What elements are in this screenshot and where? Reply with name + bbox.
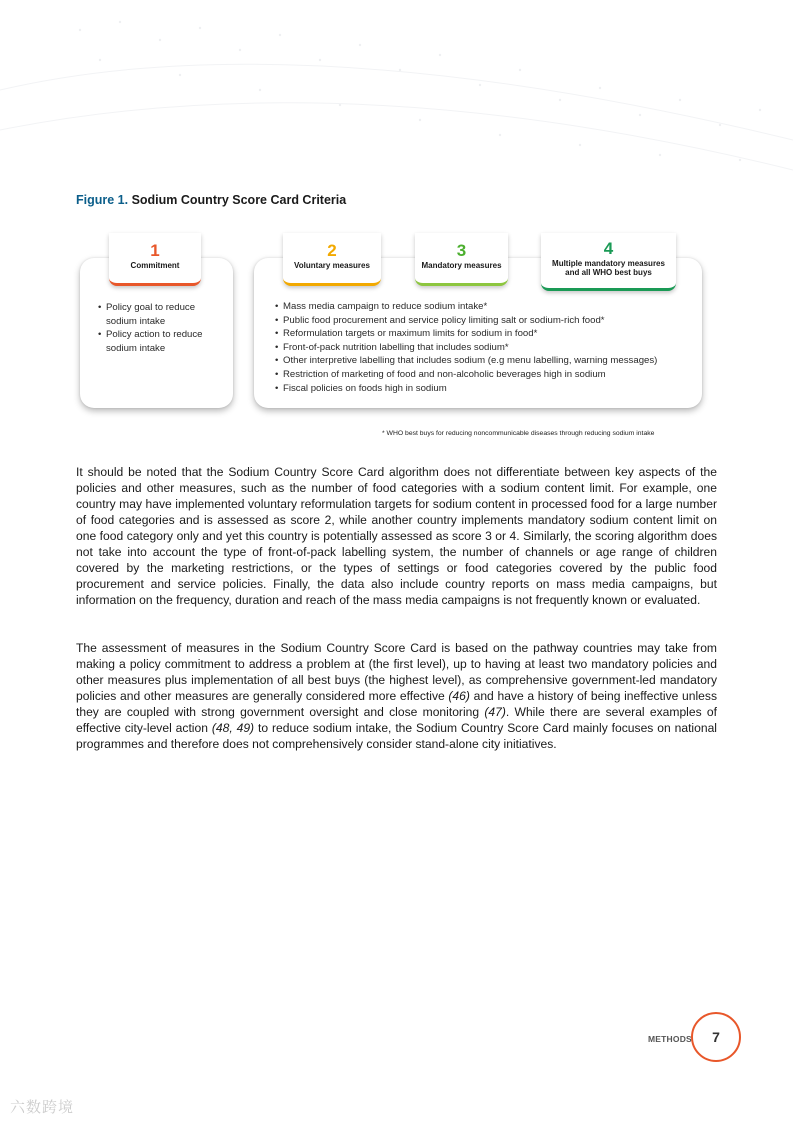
score-card-figure xyxy=(76,230,716,420)
header-decoration xyxy=(0,0,793,175)
figure-title: Sodium Country Score Card Criteria xyxy=(131,193,347,207)
reference-citation: (48, 49) xyxy=(211,721,255,735)
level-3-label: Mandatory measures xyxy=(421,261,502,270)
level-1-number: 1 xyxy=(150,241,160,260)
paragraph-text: to reduce sodium intake, the Sodium Country Score Card mainly focuses on national programmes and therefore does not comprehensively consider stand-alone city initiatives. xyxy=(76,721,717,751)
level-3-tab xyxy=(415,233,508,286)
reference-citation: (47) xyxy=(484,705,506,719)
list-item: • Mass media campaign to reduce sodium intake* xyxy=(275,300,695,314)
reference-citation: (46) xyxy=(448,689,470,703)
level-1-tab xyxy=(109,233,201,286)
page-number-badge xyxy=(691,1012,741,1062)
level-2-tab xyxy=(283,233,381,286)
watermark: 六数跨境 xyxy=(10,1099,75,1116)
list-item: • Policy goal to reduce sodium intake xyxy=(98,301,218,328)
commitment-list xyxy=(98,301,218,355)
page-number: 7 xyxy=(712,1029,720,1045)
body-paragraph-2 xyxy=(76,640,717,752)
level-4-label: Multiple mandatory measures and all WHO best buys xyxy=(552,259,665,277)
level-1-label: Commitment xyxy=(130,261,180,270)
figure-caption xyxy=(76,193,346,207)
list-item: • Front-of-pack nutrition labelling that includes sodium* xyxy=(275,341,695,355)
figure-footnote: * WHO best buys for reducing noncommunicable diseases through reducing sodium intake xyxy=(382,430,655,437)
measures-list xyxy=(275,300,695,395)
paragraph-text: . While there are several examples of effective city-level action xyxy=(76,705,718,735)
level-2-number: 2 xyxy=(327,241,337,260)
list-item: • Restriction of marketing of food and non-alcoholic beverages high in sodium xyxy=(275,368,695,382)
list-item: • Other interpretive labelling that includes sodium (e.g menu labelling, warning messages) xyxy=(275,354,695,368)
list-item: • Reformulation targets or maximum limits for sodium in food* xyxy=(275,327,695,341)
footer-section-label: METHODS xyxy=(648,1034,692,1044)
level-4-number: 4 xyxy=(603,239,614,258)
figure-label: Figure 1. xyxy=(76,193,129,207)
paragraph-text: The assessment of measures in the Sodium Country Score Card is based on the pathway countries may take from making a policy commitment to address a problem at (the first level), up to having at least two mandatory policies and other measures plus implementation of all best buys (the highest level), as comprehensive government-led mandatory policies and other measures are generally considered more effective xyxy=(76,641,717,703)
list-item: • Fiscal policies on foods high in sodium xyxy=(275,382,695,396)
body-paragraph-1: It should be noted that the Sodium Country Score Card algorithm does not differentiate between key aspects of the policies and other measures, such as the number of food categories with a sodium content limit. For example, one country may have implemented voluntary reformulation targets for sodium content in processed food for a large number of food categories and is assessed as score 2, while another country implements mandatory sodium content limit on one food category only and yet this country is potentially assessed as score 3 or 4. Similarly, the scoring algorithm does not take into account the type of front-of-pack labelling system, the number of channels or age range of children covered by the marketing restrictions, or the types of settings or food categories covered by the public food procurement and service policies. Finally, the data also include country reports on mass media campaigns, but information on the frequency, duration and reach of the mass media campaigns is not frequently known or evaluated. xyxy=(76,465,717,607)
list-item: • Policy action to reduce sodium intake xyxy=(98,328,218,355)
paragraph-text: and have a history of being ineffective unless they are coupled with strong government oversight and close monitoring xyxy=(76,689,717,719)
level-3-number: 3 xyxy=(456,241,467,260)
level-4-tab xyxy=(541,233,676,291)
list-item: • Public food procurement and service policy limiting salt or sodium-rich food* xyxy=(275,314,695,328)
level-2-label: Voluntary measures xyxy=(294,261,370,270)
